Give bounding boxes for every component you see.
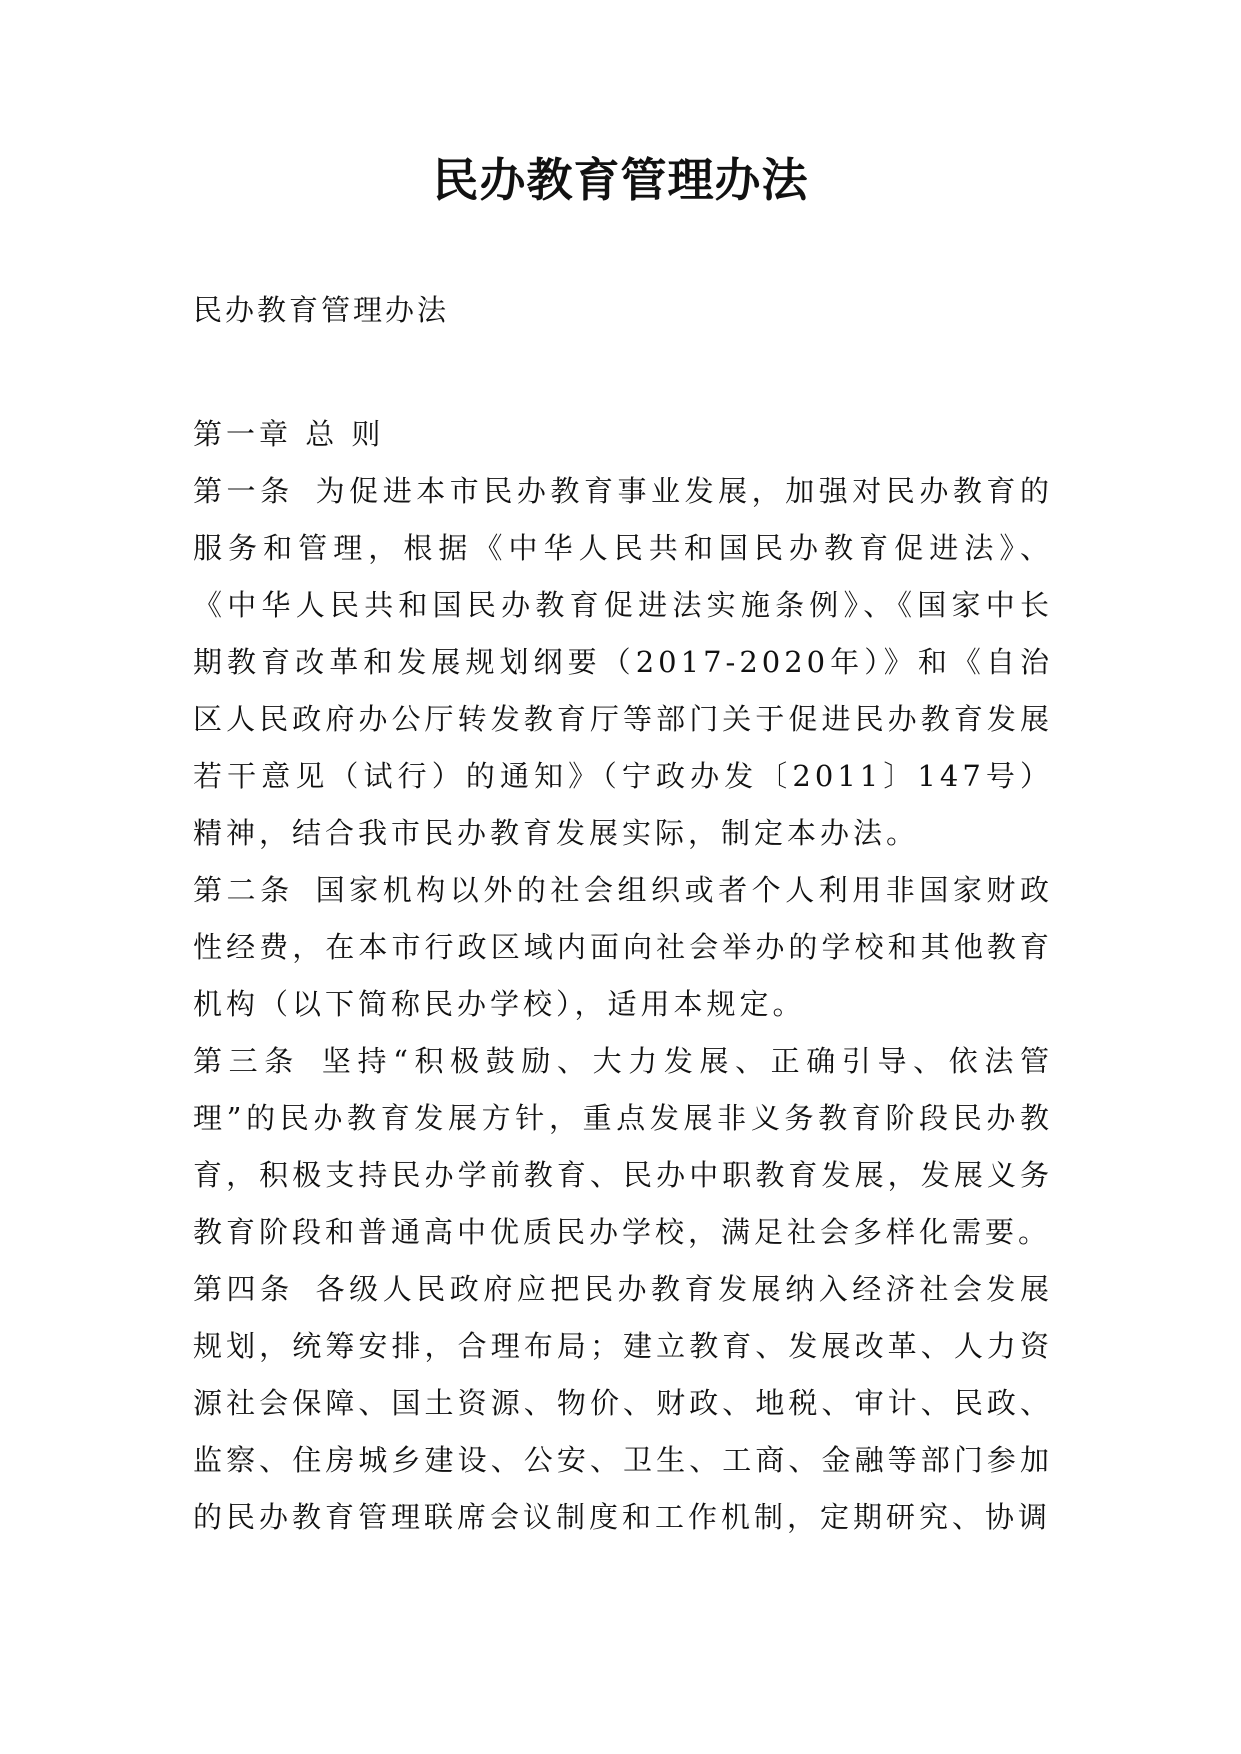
document-title: 民办教育管理办法: [432, 153, 809, 207]
chapter-heading: 第一章 总 则: [193, 417, 385, 451]
article-3-text: 坚持“积极鼓励、大力发展、正确引导、依法管理”的民办教育发展方针，重点发展非义务教育阶段民办教育，积极支持民办学前教育、民办中职教育发展，发展义务教育阶段和普通高中优质民办学校，满足社会多样化需要。: [193, 1044, 1053, 1249]
article-3: [193, 1033, 1053, 1261]
article-4-text: 各级人民政府应把民办教育发展纳入经济社会发展规划，统筹安排，合理布局；建立教育、发展改革、人力资源社会保障、国土资源、物价、财政、地税、审计、民政、监察、住房城乡建设、公安、卫生、工商、金融等部门参加的民办教育管理联席会议制度和工作机制，定期研究、协调: [193, 1272, 1053, 1534]
article-1: [193, 463, 1053, 862]
document-body: [193, 406, 1053, 1546]
article-2: [193, 862, 1053, 1033]
article-4-label: 第四条: [193, 1272, 294, 1306]
article-1-label: 第一条: [193, 474, 294, 508]
article-3-label: 第三条: [193, 1044, 300, 1078]
article-2-label: 第二条: [193, 873, 294, 907]
document-subtitle: 民办教育管理办法: [193, 293, 450, 327]
article-2-text: 国家机构以外的社会组织或者个人利用非国家财政性经费，在本市行政区域内面向社会举办的学校和其他教育机构（以下简称民办学校），适用本规定。: [193, 873, 1053, 1021]
article-1-text: 为促进本市民办教育事业发展，加强对民办教育的服务和管理，根据《中华人民共和国民办教育促进法》、《中华人民共和国民办教育促进法实施条例》、《国家中长期教育改革和发展规划纲要（2017-2020年）》和《自治区人民政府办公厅转发教育厅等部门关于促进民办教育发展若干意见（试行）的通知》（宁政办发〔2011〕147号）精神，结合我市民办教育发展实际，制定本办法。: [193, 474, 1053, 850]
article-4: [193, 1261, 1053, 1546]
